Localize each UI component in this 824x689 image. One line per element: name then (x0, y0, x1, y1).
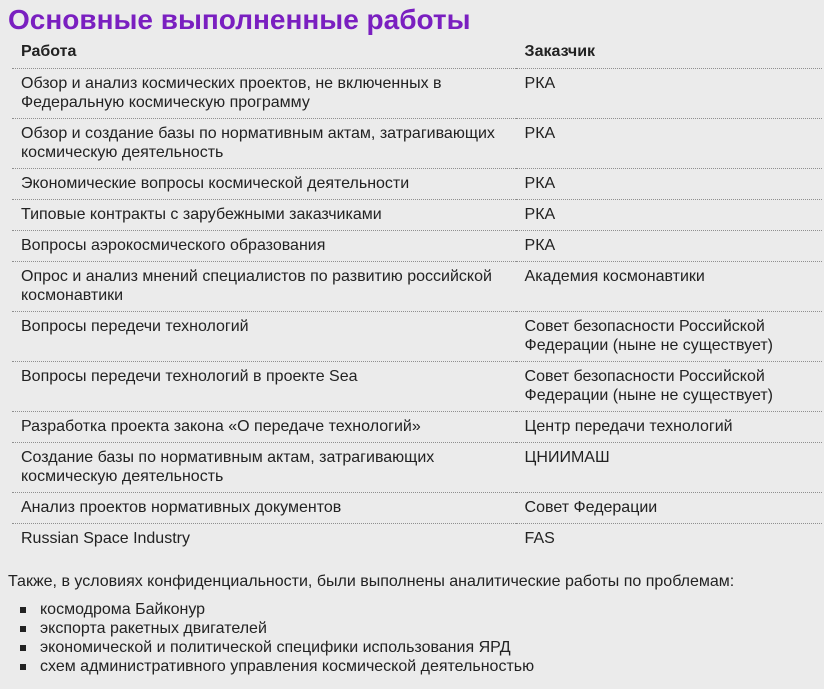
square-bullet-icon (20, 626, 26, 632)
work-cell: Разработка проекта закона «О передаче технологий» (12, 412, 516, 443)
table-row (12, 200, 822, 231)
client-cell: РКА (516, 119, 822, 169)
client-cell: Совет безопасности Российской Федерации (ныне не существует) (516, 312, 822, 362)
client-cell: РКА (516, 200, 822, 231)
table-row (12, 231, 822, 262)
list-item-label: космодрома Байконур (40, 601, 206, 618)
client-cell: Совет безопасности Российской Федерации (ныне не существует) (516, 362, 822, 412)
table-row (12, 69, 822, 119)
client-cell: Совет Федерации (516, 493, 822, 524)
list-item (20, 657, 534, 676)
table-row (12, 312, 822, 362)
square-bullet-icon (20, 664, 26, 670)
work-cell: Вопросы передечи технологий (12, 312, 516, 362)
work-cell: Опрос и анализ мнений специалистов по развитию российской космонавтики (12, 262, 516, 312)
client-cell: Центр передачи технологий (516, 412, 822, 443)
table-row (12, 412, 822, 443)
client-cell: FAS (524, 530, 555, 547)
list-item-label: схем административного управления космической деятельностью (40, 658, 535, 675)
list-item-label: экспорта ракетных двигателей (40, 620, 267, 637)
square-bullet-icon (20, 645, 26, 651)
list-item (20, 619, 534, 638)
table-row (12, 169, 822, 200)
work-cell: Russian Space Industry (21, 530, 190, 547)
column-header-work: Работа (12, 38, 516, 69)
client-cell: Академия космонавтики (516, 262, 822, 312)
column-header-client: Заказчик (516, 38, 822, 69)
table-row (12, 443, 822, 493)
page-title: Основные выполненные работы (8, 4, 471, 35)
list-item (20, 600, 534, 619)
client-cell: ЦНИИМАШ (516, 443, 822, 493)
table-header-row (12, 38, 822, 69)
work-cell: Вопросы аэрокосмического образования (12, 231, 516, 262)
client-cell: РКА (516, 231, 822, 262)
work-cell: Обзор и анализ космических проектов, не включенных в Федеральную космическую программу (12, 69, 516, 119)
table-row (12, 262, 822, 312)
work-cell: Анализ проектов нормативных документов (12, 493, 516, 524)
client-cell: РКА (516, 169, 822, 200)
table-row (12, 362, 822, 412)
table-row (12, 493, 822, 524)
confidential-works-intro: Также, в условиях конфиденциальности, были выполнены аналитические работы по проблемам: (8, 573, 735, 590)
list-item (20, 638, 534, 657)
square-bullet-icon (20, 607, 26, 613)
work-cell: Типовые контракты с зарубежными заказчиками (12, 200, 516, 231)
work-cell: Обзор и создание базы по нормативным актам, затрагивающих космическую деятельность (12, 119, 516, 169)
table-row (12, 524, 822, 555)
list-item-label: экономической и политической специфики использования ЯРД (40, 639, 511, 656)
table-row (12, 119, 822, 169)
work-cell: Вопросы передечи технологий в проекте Sea (12, 362, 516, 412)
problems-list (20, 600, 534, 676)
work-cell: Экономические вопросы космической деятельности (12, 169, 516, 200)
client-cell: РКА (516, 69, 822, 119)
work-cell: Создание базы по нормативным актам, затрагивающих космическую деятельность (12, 443, 516, 493)
works-table (12, 38, 822, 554)
